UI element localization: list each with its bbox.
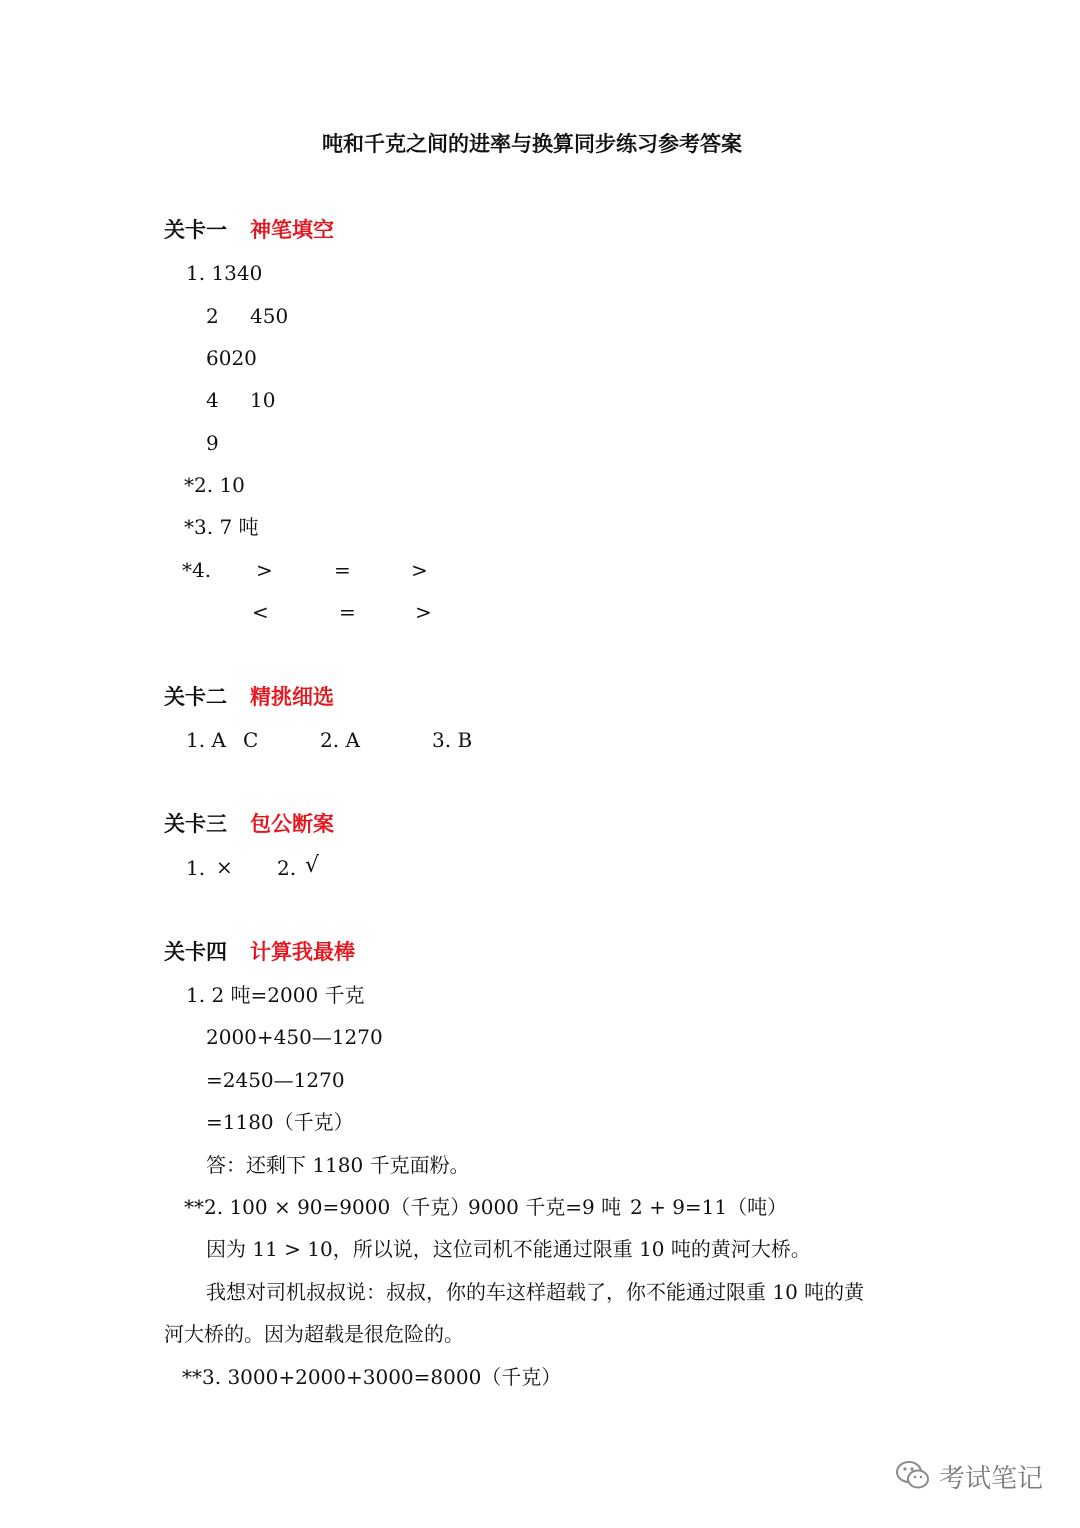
answer-1-4-b: = (334, 558, 351, 582)
answer-2-3: 3. B (432, 728, 473, 752)
answer-1-2: *2. 10 (184, 473, 245, 497)
answer-1-1: 1. 1340 (186, 261, 263, 285)
answer-4-1-reply: 答：还剩下 1180 千克面粉。 (206, 1153, 470, 1177)
watermark-text: 考试笔记 (939, 1464, 1044, 1494)
section-2-name: 精挑细选 (250, 684, 334, 709)
answer-1-4-a: > (256, 558, 273, 582)
answer-4-2-reason: 因为 11 > 10，所以说，这位司机不能通过限重 10 吨的黄河大桥。 (206, 1237, 811, 1261)
answer-3-2-mark: √ (305, 853, 320, 878)
section-4-name: 计算我最棒 (250, 939, 355, 964)
answer-1-4-c: > (411, 558, 428, 582)
answer-1-3: *3. 7 吨 (184, 515, 259, 539)
answer-1-1-e: 4 (206, 388, 219, 412)
answer-4-2-message-cont: 河大桥的。因为超载是很危险的。 (164, 1322, 464, 1346)
section-1-name: 神笔填空 (250, 217, 334, 242)
answer-1-1-c: 450 (250, 304, 289, 328)
answer-3-1: 1. (186, 856, 206, 880)
answer-4-1-step3: =1180（千克） (206, 1110, 354, 1134)
answer-1-1-b: 2 (206, 304, 219, 328)
answer-4-2-message: 我想对司机叔叔说：叔叔，你的车这样超载了，你不能通过限重 10 吨的黄 (206, 1280, 865, 1304)
answer-4-1-step1: 2000+450—1270 (206, 1025, 383, 1049)
section-4-label: 关卡四 (164, 939, 227, 964)
answer-1-4-label: *4. (182, 558, 212, 582)
answer-1-1-d: 6020 (206, 346, 257, 370)
section-1-label: 关卡一 (164, 217, 227, 242)
answer-1-4-f: > (415, 600, 432, 624)
answer-1-4-e: = (339, 600, 356, 624)
answer-2-1: 1. A (186, 728, 226, 752)
answer-2-1-b: C (243, 728, 259, 752)
section-3-label: 关卡三 (164, 811, 227, 836)
answer-1-1-f: 10 (250, 388, 276, 412)
section-2-label: 关卡二 (164, 684, 227, 709)
watermark (895, 1458, 1043, 1495)
answer-4-2-a: **2. 100 × 90=9000（千克） (184, 1195, 471, 1219)
answer-4-2-c: 2 + 9=11（吨） (630, 1195, 788, 1219)
section-3-name: 包公断案 (250, 811, 334, 836)
answer-3-2: 2. (277, 856, 297, 880)
page-title: 吨和千克之间的进率与换算同步练习参考答案 (322, 131, 742, 156)
answer-1-4-d: < (252, 600, 269, 624)
answer-4-1-step2: =2450—1270 (206, 1068, 345, 1092)
answer-1-1-g: 9 (206, 431, 219, 455)
wechat-icon (895, 1459, 931, 1495)
answer-4-1: 1. 2 吨=2000 千克 (186, 983, 365, 1007)
answer-2-2: 2. A (320, 728, 360, 752)
answer-3-1-mark: × (216, 855, 233, 879)
answer-4-2-b: 9000 千克=9 吨 (468, 1195, 622, 1219)
answer-4-3: **3. 3000+2000+3000=8000（千克） (182, 1365, 562, 1389)
